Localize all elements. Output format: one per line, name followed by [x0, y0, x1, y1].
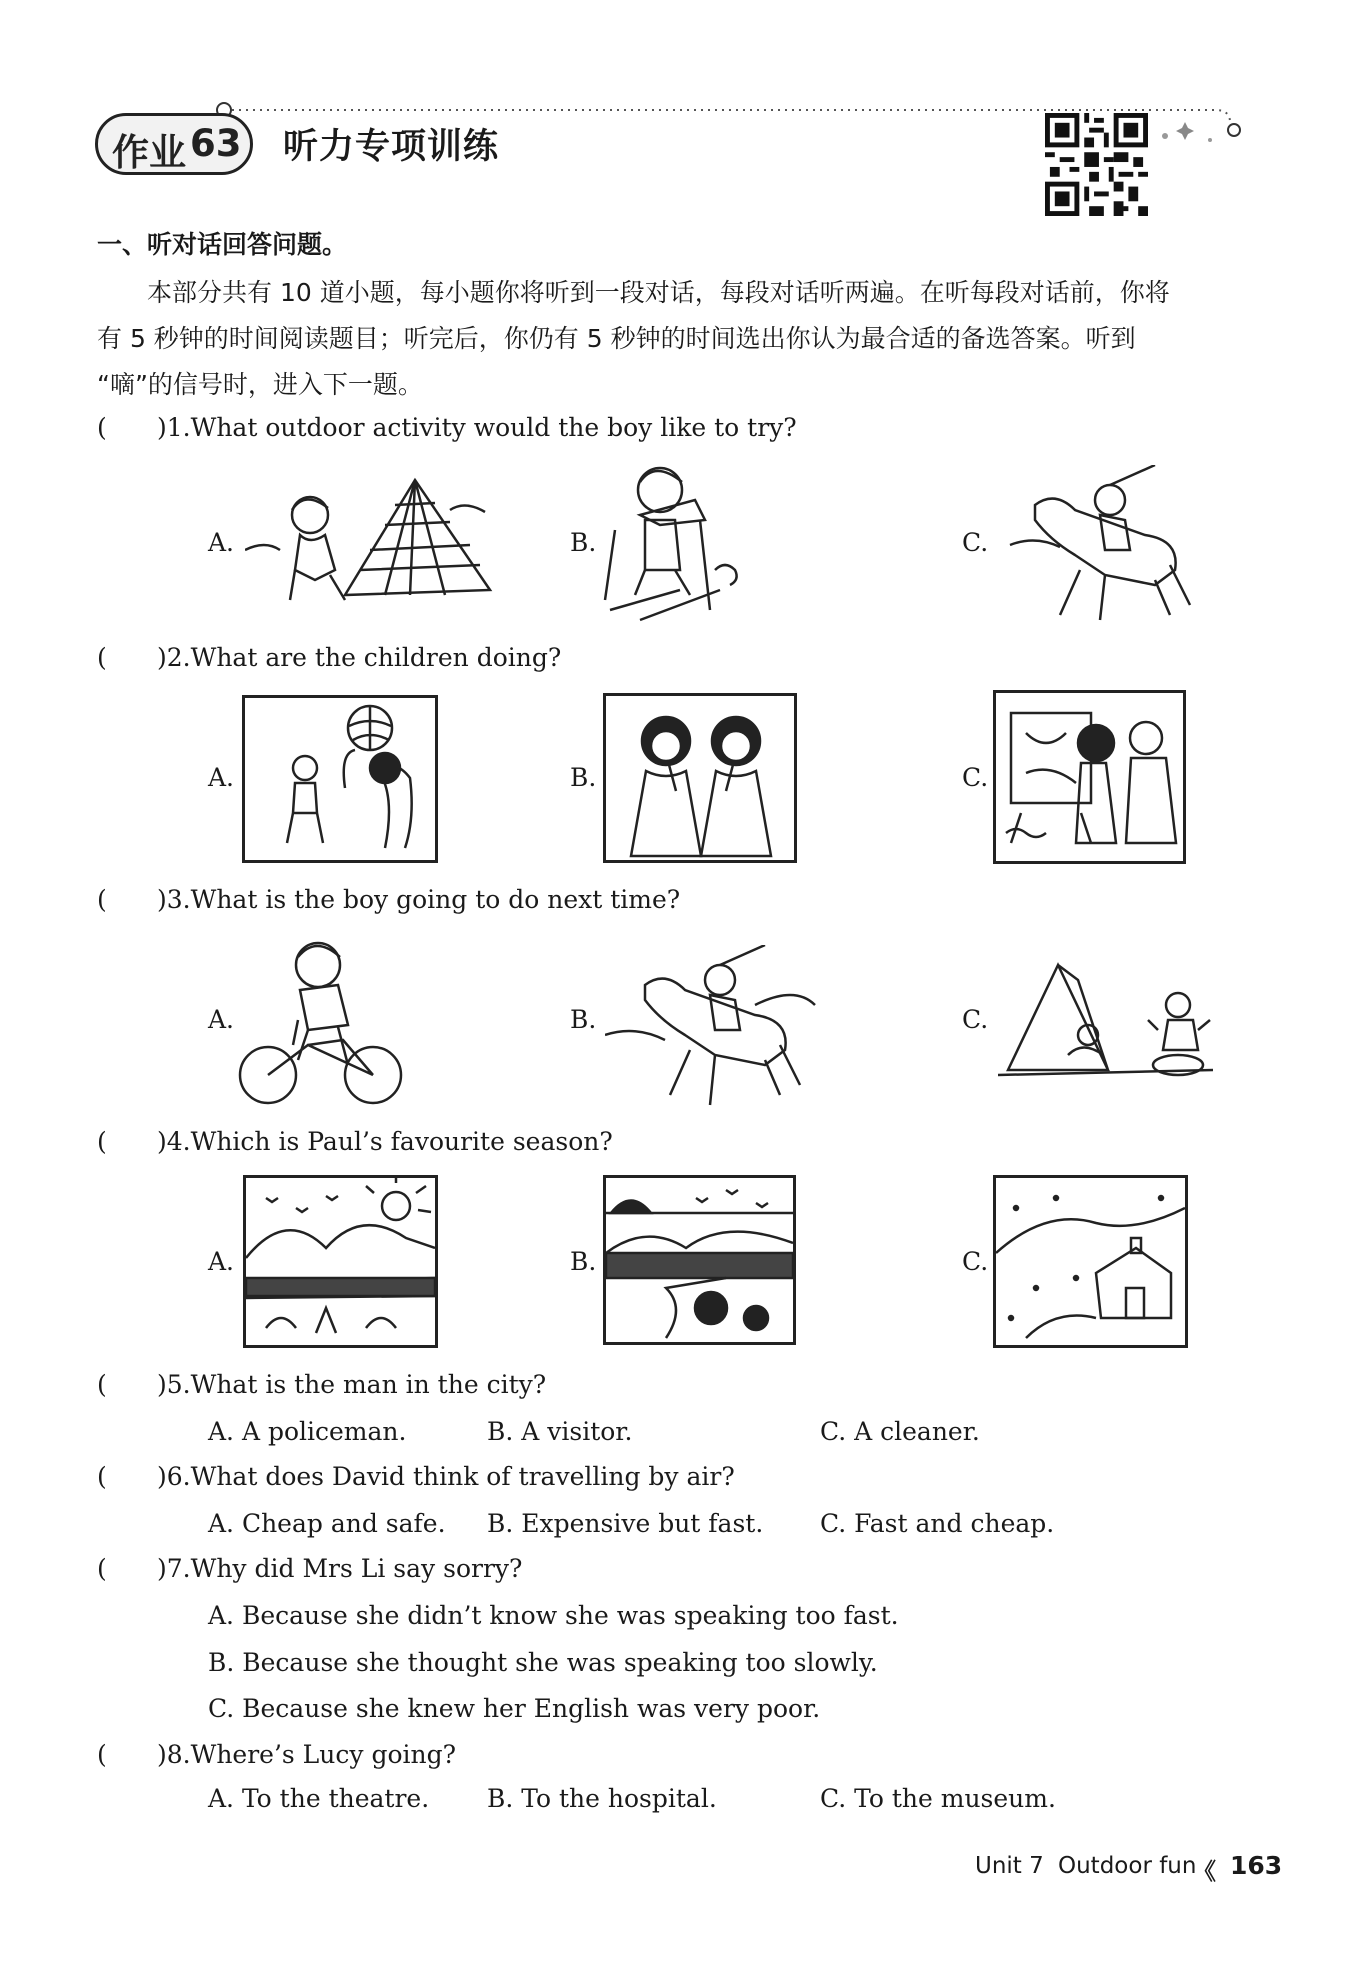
- question-3: ( )3.What is the boy going to do next time?: [97, 885, 681, 914]
- section-title: 一、听对话回答问题。: [97, 230, 348, 259]
- intro-line: 有 5 秒钟的时间阅读题目；听完后，你仍有 5 秒钟的时间选出你认为最合适的备选答案。听到: [97, 324, 1136, 353]
- option-b-label: B.: [570, 763, 597, 792]
- answer-blank[interactable]: (: [97, 885, 107, 914]
- homework-label: 作业: [112, 131, 186, 174]
- question-text: What are the children doing?: [190, 643, 562, 672]
- boy-skiing-picture[interactable]: [600, 460, 740, 625]
- children-playing-ball-picture[interactable]: [242, 695, 438, 863]
- option-b: B. A visitor.: [487, 1417, 633, 1446]
- girls-eating-ice-cream-picture[interactable]: [603, 693, 797, 863]
- option-b-label: B.: [570, 1247, 597, 1276]
- option-c: C. Because she knew her English was very poor.: [208, 1694, 821, 1723]
- option-b: B. Because she thought she was speaking too slowly.: [208, 1648, 878, 1677]
- page-number: 163: [1230, 1851, 1283, 1880]
- question-number: 3.: [166, 885, 191, 914]
- boy-cycling-picture[interactable]: [238, 935, 403, 1107]
- winter-snow-house-picture[interactable]: [993, 1175, 1188, 1348]
- boy-camping-tent-picture[interactable]: [245, 470, 495, 610]
- summer-landscape-picture[interactable]: [243, 1175, 438, 1348]
- question-7: ( )7.Why did Mrs Li say sorry?: [97, 1554, 523, 1583]
- option-a-label: A.: [208, 1247, 235, 1276]
- autumn-landscape-picture[interactable]: [603, 1175, 796, 1345]
- intro-line: 本部分共有 10 道小题，每小题你将听到一段对话，每段对话听两遍。在听每段对话前，你将: [147, 278, 1170, 307]
- question-number: 1.: [166, 413, 191, 442]
- chevron-left-icon: 《: [1193, 1859, 1216, 1885]
- question-number: 2.: [166, 643, 191, 672]
- option-a-label: A.: [208, 528, 235, 557]
- option-c-label: C.: [962, 1247, 989, 1276]
- question-4: ( )4.Which is Paul’s favourite season?: [97, 1127, 613, 1156]
- answer-blank[interactable]: (: [97, 643, 107, 672]
- boy-riding-horse-picture[interactable]: [605, 945, 820, 1110]
- question-text: Why did Mrs Li say sorry?: [190, 1554, 523, 1583]
- footer-unit-title: Outdoor fun: [1058, 1853, 1197, 1879]
- question-text: What is the boy going to do next time?: [190, 885, 681, 914]
- question-8: ( )8.Where’s Lucy going?: [97, 1740, 457, 1769]
- intro-line: “嘀”的信号时，进入下一题。: [97, 370, 423, 399]
- answer-blank[interactable]: (: [97, 1740, 107, 1769]
- option-c-label: C.: [962, 528, 989, 557]
- option-c: C. Fast and cheap.: [820, 1509, 1055, 1538]
- question-text: What is the man in the city?: [190, 1370, 547, 1399]
- question-text: What does David think of travelling by air?: [190, 1462, 735, 1491]
- answer-blank[interactable]: (: [97, 1127, 107, 1156]
- option-a: A. To the theatre.: [208, 1784, 430, 1813]
- homework-badge: [95, 113, 253, 175]
- question-text: Which is Paul’s favourite season?: [190, 1127, 613, 1156]
- option-a-label: A.: [208, 763, 235, 792]
- question-number: 5.: [166, 1370, 191, 1399]
- option-b-label: B.: [570, 528, 597, 557]
- option-a: A. Cheap and safe.: [208, 1509, 446, 1538]
- answer-blank[interactable]: (: [97, 1554, 107, 1583]
- boy-riding-horse-picture[interactable]: [1005, 465, 1200, 625]
- question-number: 6.: [166, 1462, 191, 1491]
- question-text: What outdoor activity would the boy like to try?: [190, 413, 797, 442]
- qr-code-icon[interactable]: [1045, 113, 1148, 216]
- option-b: B. To the hospital.: [487, 1784, 717, 1813]
- homework-number: 63: [190, 122, 242, 165]
- option-a: A. A policeman.: [208, 1417, 407, 1446]
- option-a: A. Because she didn’t know she was speaking too fast.: [208, 1601, 899, 1630]
- children-painting-picture[interactable]: [993, 690, 1186, 864]
- option-b: B. Expensive but fast.: [487, 1509, 764, 1538]
- answer-blank[interactable]: (: [97, 1370, 107, 1399]
- option-c: C. To the museum.: [820, 1784, 1056, 1813]
- answer-blank[interactable]: (: [97, 1462, 107, 1491]
- option-b-label: B.: [570, 1005, 597, 1034]
- question-2: ( )2.What are the children doing?: [97, 643, 562, 672]
- option-c-label: C.: [962, 763, 989, 792]
- question-number: 4.: [166, 1127, 191, 1156]
- question-6: ( )6.What does David think of travelling by air?: [97, 1462, 735, 1491]
- option-c-label: C.: [962, 1005, 989, 1034]
- question-text: Where’s Lucy going?: [190, 1740, 457, 1769]
- page-title: 听力专项训练: [283, 127, 500, 167]
- question-5: ( )5.What is the man in the city?: [97, 1370, 547, 1399]
- section-intro: [97, 270, 1247, 408]
- question-number: 8.: [166, 1740, 191, 1769]
- question-number: 7.: [166, 1554, 191, 1583]
- answer-blank[interactable]: (: [97, 413, 107, 442]
- question-1: ( )1.What outdoor activity would the boy like to try?: [97, 413, 797, 442]
- option-a-label: A.: [208, 1005, 235, 1034]
- option-c: C. A cleaner.: [820, 1417, 980, 1446]
- children-camping-picture[interactable]: [998, 960, 1213, 1080]
- footer-unit: Unit 7: [975, 1853, 1044, 1879]
